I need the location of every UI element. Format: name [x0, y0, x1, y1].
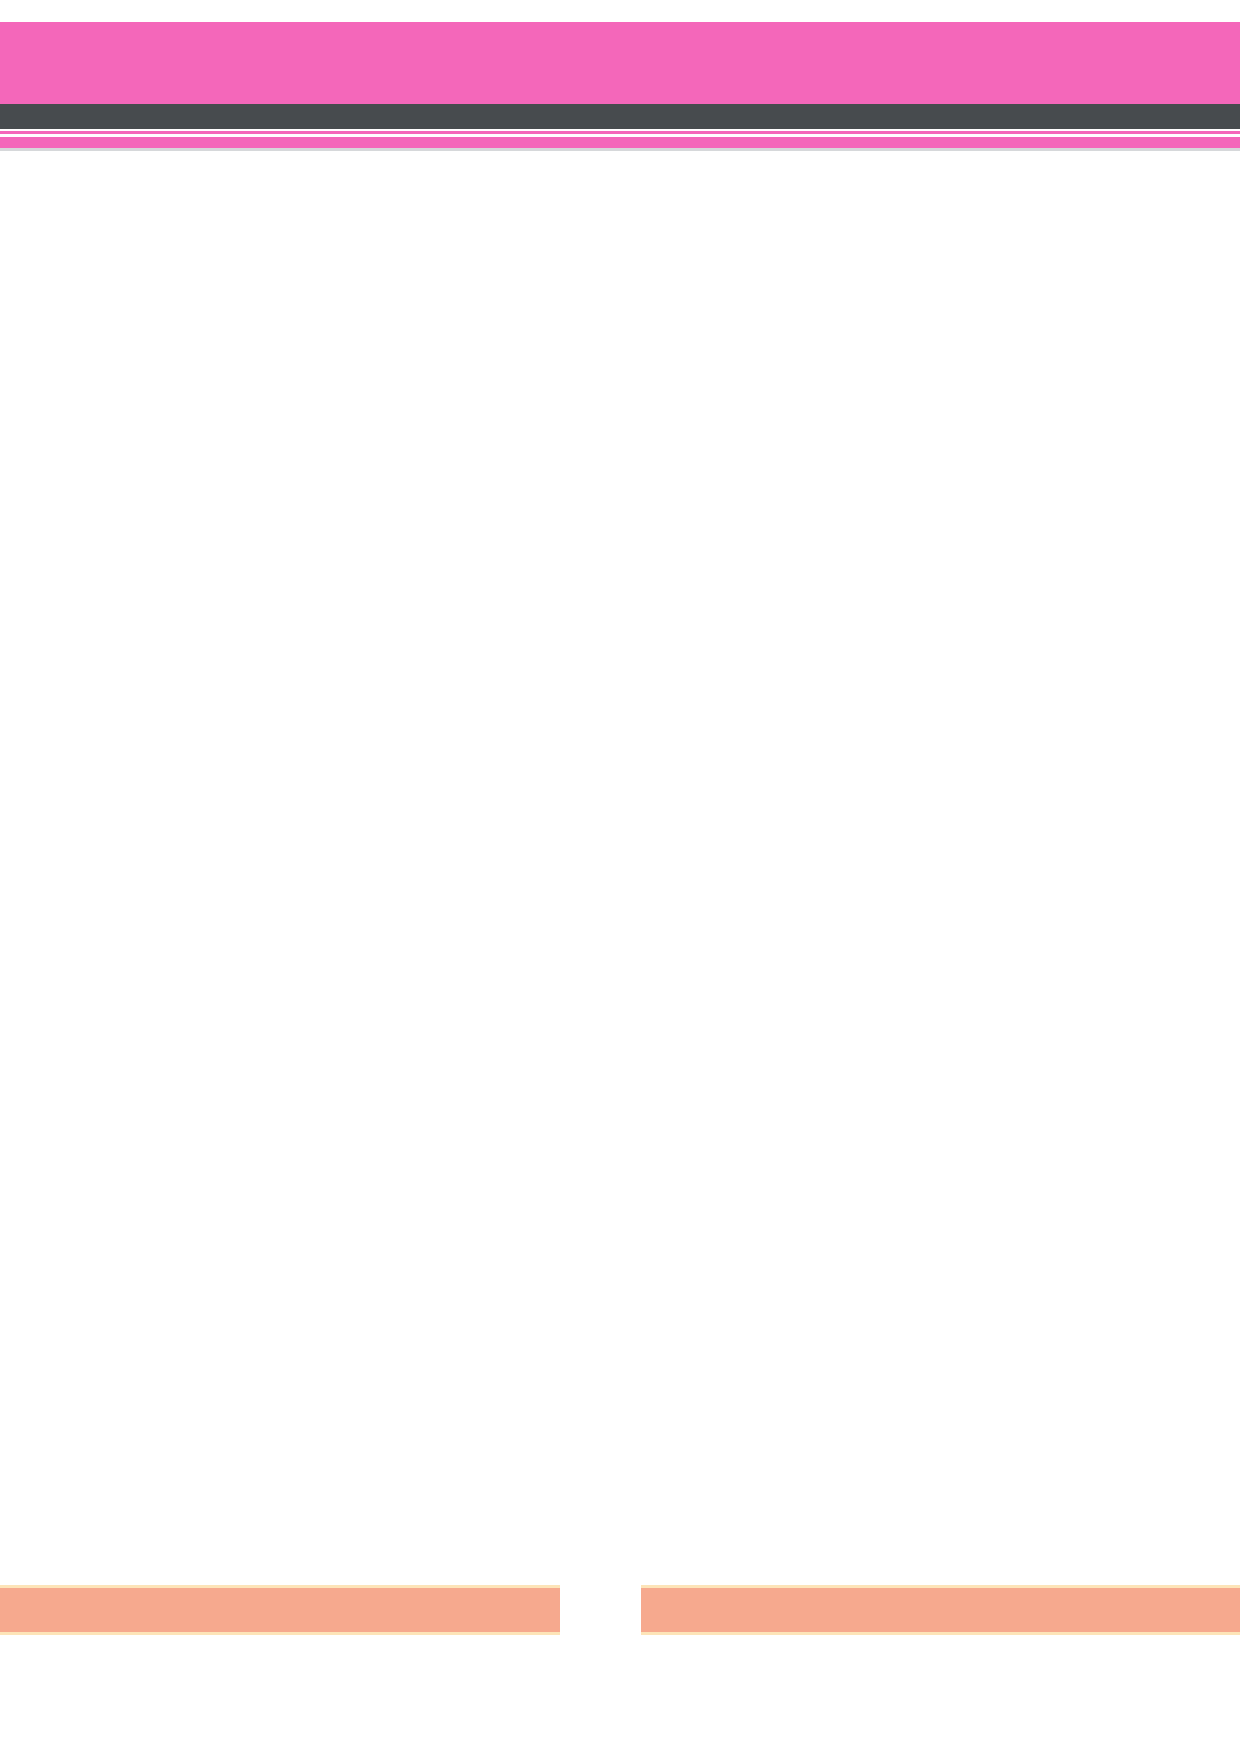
header-pink-band — [0, 22, 1240, 104]
header-white-rule — [0, 134, 1240, 137]
header-dark-band — [0, 104, 1240, 129]
header-grey-rule — [0, 148, 1240, 151]
page-number — [560, 1585, 641, 1635]
